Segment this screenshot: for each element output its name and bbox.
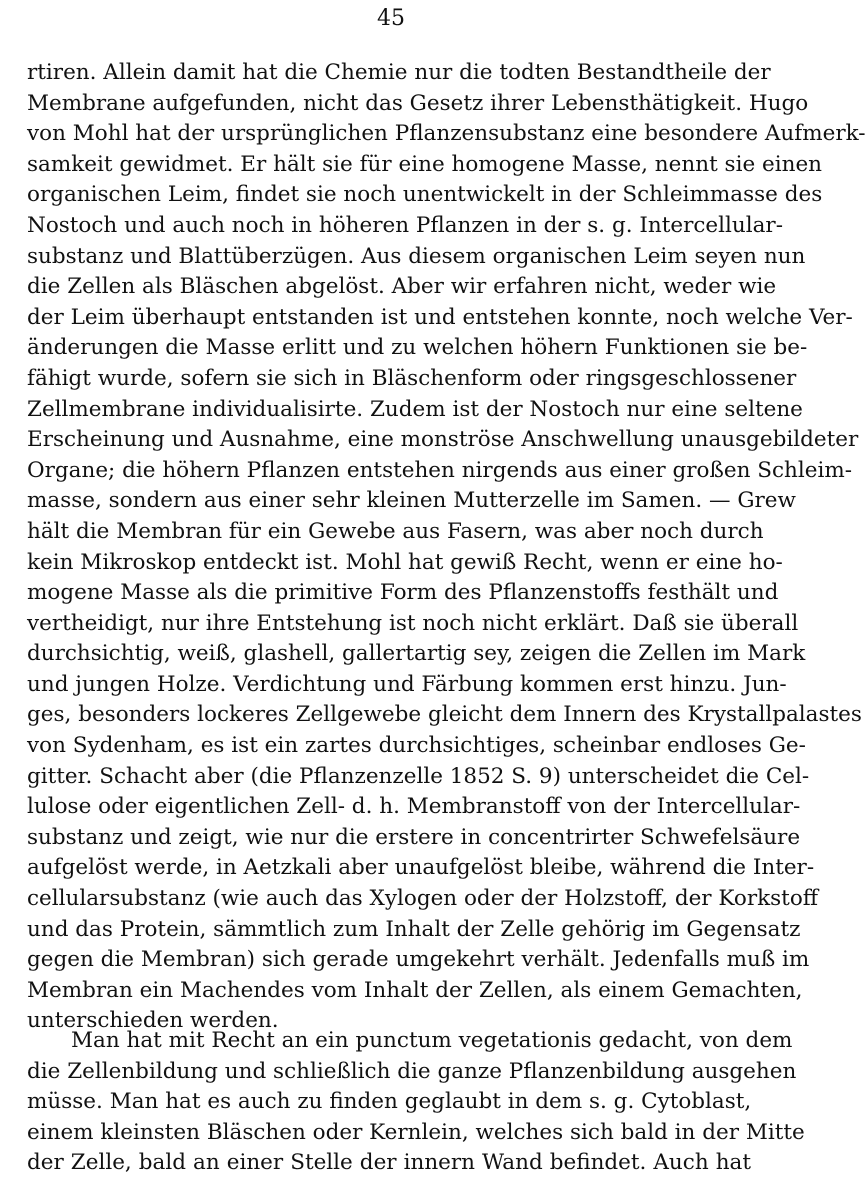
text-line: einem kleinsten Bläschen oder Kernlein, welches sich bald in der Mitte [27,1119,805,1145]
text-line: die Zellenbildung und schließlich die ganze Pflanzenbildung ausgehen [27,1058,797,1084]
text-line: rtiren. Allein damit hat die Chemie nur die todten Bestandtheile der [27,60,771,85]
text-line: gitter. Schacht aber (die Pflanzenzelle 1852 S. 9) unterscheidet die Cel- [27,763,810,789]
text-line: Erscheinung und Ausnahme, eine monströse Anschwellung unausgebildeter [27,427,859,453]
text-line: organischen Leim, findet sie noch unentwickelt in der Schleimmasse des [27,182,823,208]
text-line: von Sydenham, es ist ein zartes durchsichtiges, scheinbar endloses Ge- [27,733,806,759]
text-line: kein Mikroskop entdeckt ist. Mohl hat gewiß Recht, wenn er eine ho- [27,549,783,575]
text-line: mogene Masse als die primitive Form des Pflanzenstoffs festhält und [27,580,779,606]
text-line: Membrane aufgefunden, nicht das Gesetz ihrer Lebensthätigkeit. Hugo [27,90,809,116]
text-line: hält die Membran für ein Gewebe aus Fasern, was aber noch durch [27,518,764,544]
text-line: gegen die Membran) sich gerade umgekehrt verhält. Jedenfalls muß im [27,947,810,973]
text-line: von Mohl hat der ursprünglichen Pflanzensubstanz eine besondere Aufmerk- [27,121,866,147]
text-line: und jungen Holze. Verdichtung und Färbung kommen erst hinzu. Jun- [27,671,787,697]
text-line: substanz und Blattüberzügen. Aus diesem organischen Leim seyen nun [27,243,806,269]
text-line: müsse. Man hat es auch zu finden geglaubt in dem s. g. Cytoblast, [27,1089,752,1115]
text-line: lulose oder eigentlichen Zell- d. h. Membranstoff von der Intercellular- [27,794,801,820]
paragraph-1 [27,58,866,1037]
text-line: die Zellen als Bläschen abgelöst. Aber wir erfahren nicht, weder wie [27,274,777,300]
text-line: fähigt wurde, sofern sie sich in Bläschenform oder ringsgeschlossener [27,365,797,391]
text-line: Man hat mit Recht an ein punctum vegetationis gedacht, von dem [71,1028,793,1053]
text-line: aufgelöst werde, in Aetzkali aber unaufgelöst bleibe, während die Inter- [27,855,815,881]
text-line: unterschieden werden. [27,1008,279,1034]
text-line: substanz und zeigt, wie nur die erstere in concentrirter Schwefelsäure [27,824,801,850]
page-number: 45 [377,6,405,31]
text-line: Zellmembrane individualisirte. Zudem ist der Nostoch nur eine seltene [27,396,803,422]
text-line: cellularsubstanz (wie auch das Xylogen oder der Holzstoff, der Korkstoff [27,886,819,912]
paragraph-2 [27,1026,805,1179]
text-line: Organe; die höhern Pflanzen entstehen nirgends aus einer großen Schleim- [27,457,852,483]
text-line: masse, sondern aus einer sehr kleinen Mutterzelle im Samen. — Grew [27,488,796,514]
text-line: der Zelle, bald an einer Stelle der innern Wand befindet. Auch hat [27,1150,751,1176]
text-line: änderungen die Masse erlitt und zu welchen höhern Funktionen sie be- [27,335,808,361]
text-line: ges, besonders lockeres Zellgewebe gleicht dem Innern des Krystallpalastes [27,702,862,728]
text-line: samkeit gewidmet. Er hält sie für eine homogene Masse, nennt sie einen [27,151,823,177]
text-line: durchsichtig, weiß, glashell, gallertartig sey, zeigen die Zellen im Mark [27,641,806,667]
text-line: Membran ein Machendes vom Inhalt der Zellen, als einem Gemachten, [27,977,803,1003]
text-line: vertheidigt, nur ihre Entstehung ist noch nicht erklärt. Daß sie überall [27,610,799,636]
text-line: der Leim überhaupt entstanden ist und entstehen konnte, noch welche Ver- [27,304,853,330]
text-line: Nostoch und auch noch in höheren Pflanzen in der s. g. Intercellular- [27,212,783,238]
text-line: und das Protein, sämmtlich zum Inhalt der Zelle gehörig im Gegensatz [27,916,801,942]
